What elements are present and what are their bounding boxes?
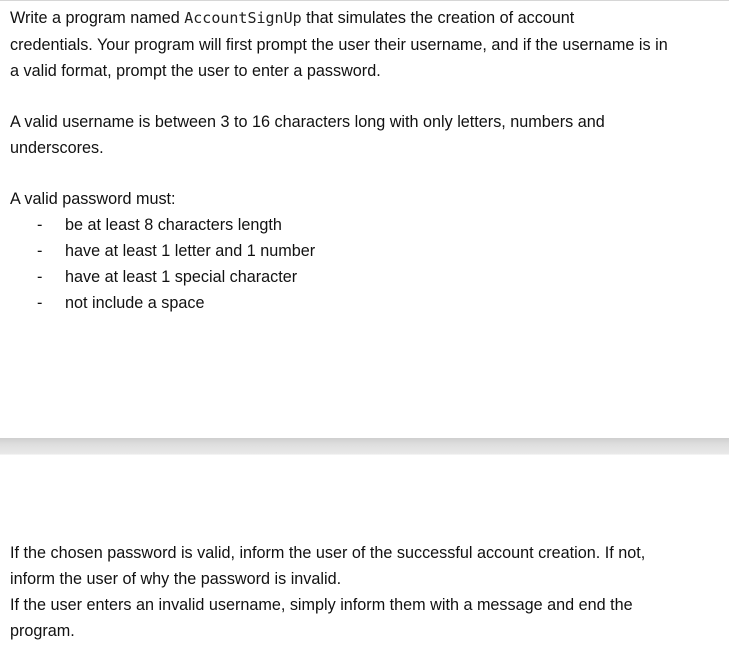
bullet-dash: - [37, 216, 43, 234]
outcome-line-3: If the user enters an invalid username, simply inform them with a message and end the [10, 596, 633, 614]
list-item [0, 264, 729, 290]
list-item [0, 290, 729, 316]
intro-line-1-after: that simulates the creation of account [301, 9, 575, 27]
password-rule-length: be at least 8 characters length [65, 216, 282, 234]
bullet-dash: - [37, 268, 43, 286]
outcome-line-2: inform the user of why the password is invalid. [10, 570, 342, 588]
intro-line-3: a valid format, prompt the user to enter a password. [10, 62, 381, 80]
class-name-code: AccountSignUp [184, 9, 302, 27]
intro-line-1-before: Write a program named [10, 9, 185, 27]
bullet-dash: - [37, 294, 43, 312]
username-rule-line-1: A valid username is between 3 to 16 characters long with only letters, numbers and [10, 113, 605, 131]
intro-line-2: credentials. Your program will first prompt the user their username, and if the username is in [10, 36, 668, 54]
password-rule-special: have at least 1 special character [65, 268, 298, 286]
outcome-line-4: program. [10, 622, 75, 640]
password-rule-letter-number: have at least 1 letter and 1 number [65, 242, 316, 260]
password-rules-heading: A valid password must: [10, 190, 176, 208]
outcome-line-1: If the chosen password is valid, inform the user of the successful account creation. If not, [10, 544, 646, 562]
username-rule-line-2: underscores. [10, 139, 104, 157]
page-break-divider [0, 438, 729, 455]
list-item [0, 212, 729, 238]
password-rule-no-space: not include a space [65, 294, 205, 312]
list-item [0, 238, 729, 264]
intro-line-1 [10, 5, 574, 31]
document-page-bottom [0, 455, 729, 669]
bullet-dash: - [37, 242, 43, 260]
